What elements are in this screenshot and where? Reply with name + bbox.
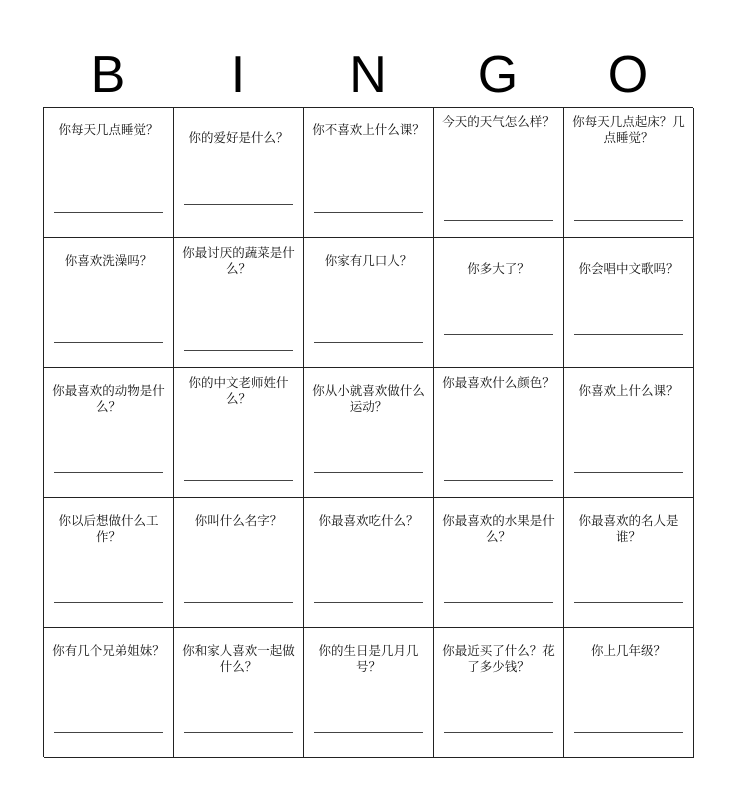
- bingo-cell[interactable]: [434, 628, 564, 758]
- cell-question: 你每天几点起床？几点睡觉？: [572, 114, 685, 145]
- cell-question: 你的中文老师姓什么？: [188, 375, 289, 406]
- bingo-cell[interactable]: [44, 108, 174, 238]
- answer-line: [54, 472, 163, 473]
- header-letter-b: B: [90, 46, 126, 104]
- bingo-cell[interactable]: [564, 108, 694, 238]
- bingo-cell[interactable]: [564, 628, 694, 758]
- cell-question: 你以后想做什么工作？: [58, 513, 159, 544]
- answer-line: [314, 212, 423, 213]
- answer-line: [314, 602, 423, 603]
- answer-line: [54, 602, 163, 603]
- bingo-cell[interactable]: [174, 238, 304, 368]
- bingo-cell[interactable]: [304, 108, 434, 238]
- answer-line: [54, 212, 163, 213]
- answer-line: [314, 732, 423, 733]
- answer-line: [574, 220, 683, 221]
- cell-question: 你最喜欢的水果是什么？: [442, 513, 555, 544]
- bingo-cell[interactable]: [434, 498, 564, 628]
- bingo-cell[interactable]: [434, 238, 564, 368]
- cell-question: 你家有几口人？: [324, 253, 413, 268]
- bingo-cell[interactable]: [44, 368, 174, 498]
- bingo-cell[interactable]: [174, 368, 304, 498]
- bingo-cell[interactable]: [304, 368, 434, 498]
- answer-line: [314, 342, 423, 343]
- bingo-cell[interactable]: [564, 368, 694, 498]
- cell-question: 你会唱中文歌吗？: [578, 261, 679, 276]
- answer-line: [54, 342, 163, 343]
- cell-question: 你最近买了什么？花了多少钱？: [442, 643, 555, 674]
- bingo-grid: [43, 107, 693, 757]
- answer-line: [184, 732, 293, 733]
- bingo-cell[interactable]: [434, 108, 564, 238]
- answer-line: [574, 472, 683, 473]
- answer-line: [444, 602, 553, 603]
- cell-question: 你喜欢上什么课？: [578, 383, 679, 398]
- header-letter-o: O: [607, 46, 649, 104]
- bingo-cell[interactable]: [564, 238, 694, 368]
- answer-line: [444, 480, 553, 481]
- cell-question: 你叫什么名字？: [194, 513, 283, 528]
- header-letter-g: G: [477, 46, 519, 104]
- cell-question: 你喜欢洗澡吗？: [64, 253, 153, 268]
- cell-question: 你和家人喜欢一起做什么？: [182, 643, 295, 674]
- bingo-header: [43, 44, 693, 106]
- bingo-cell[interactable]: [174, 108, 304, 238]
- answer-line: [184, 204, 293, 205]
- cell-question: 你的生日是几月几号？: [318, 643, 419, 674]
- cell-question: 你多大了？: [467, 261, 530, 276]
- cell-question: 你最讨厌的蔬菜是什么？: [182, 245, 295, 276]
- cell-question: 你从小就喜欢做什么运动？: [312, 383, 425, 414]
- bingo-cell[interactable]: [304, 498, 434, 628]
- answer-line: [184, 602, 293, 603]
- cell-question: 你上几年级？: [590, 643, 666, 658]
- cell-question: 你最喜欢的动物是什么？: [52, 383, 165, 414]
- answer-line: [54, 732, 163, 733]
- answer-line: [184, 480, 293, 481]
- bingo-cell[interactable]: [174, 628, 304, 758]
- answer-line: [184, 350, 293, 351]
- answer-line: [444, 220, 553, 221]
- bingo-cell[interactable]: [434, 368, 564, 498]
- cell-question: 你最喜欢的名人是谁？: [578, 513, 679, 544]
- answer-line: [574, 732, 683, 733]
- cell-question: 你每天几点睡觉？: [58, 122, 159, 137]
- bingo-cell[interactable]: [174, 498, 304, 628]
- bingo-cell[interactable]: [304, 628, 434, 758]
- answer-line: [314, 472, 423, 473]
- cell-question: 你的爱好是什么？: [188, 130, 289, 145]
- bingo-cell[interactable]: [44, 238, 174, 368]
- answer-line: [574, 602, 683, 603]
- header-letter-n: N: [349, 46, 387, 104]
- cell-question: 你最喜欢吃什么？: [318, 513, 419, 528]
- cell-question: 你有几个兄弟姐妹？: [52, 643, 165, 658]
- cell-question: 你最喜欢什么颜色？: [442, 375, 555, 390]
- bingo-cell[interactable]: [564, 498, 694, 628]
- cell-question: 你不喜欢上什么课？: [312, 122, 425, 137]
- header-letter-i: I: [230, 46, 246, 104]
- bingo-cell[interactable]: [304, 238, 434, 368]
- answer-line: [444, 732, 553, 733]
- bingo-cell[interactable]: [44, 628, 174, 758]
- answer-line: [574, 334, 683, 335]
- bingo-cell[interactable]: [44, 498, 174, 628]
- cell-question: 今天的天气怎么样？: [442, 114, 555, 129]
- answer-line: [444, 334, 553, 335]
